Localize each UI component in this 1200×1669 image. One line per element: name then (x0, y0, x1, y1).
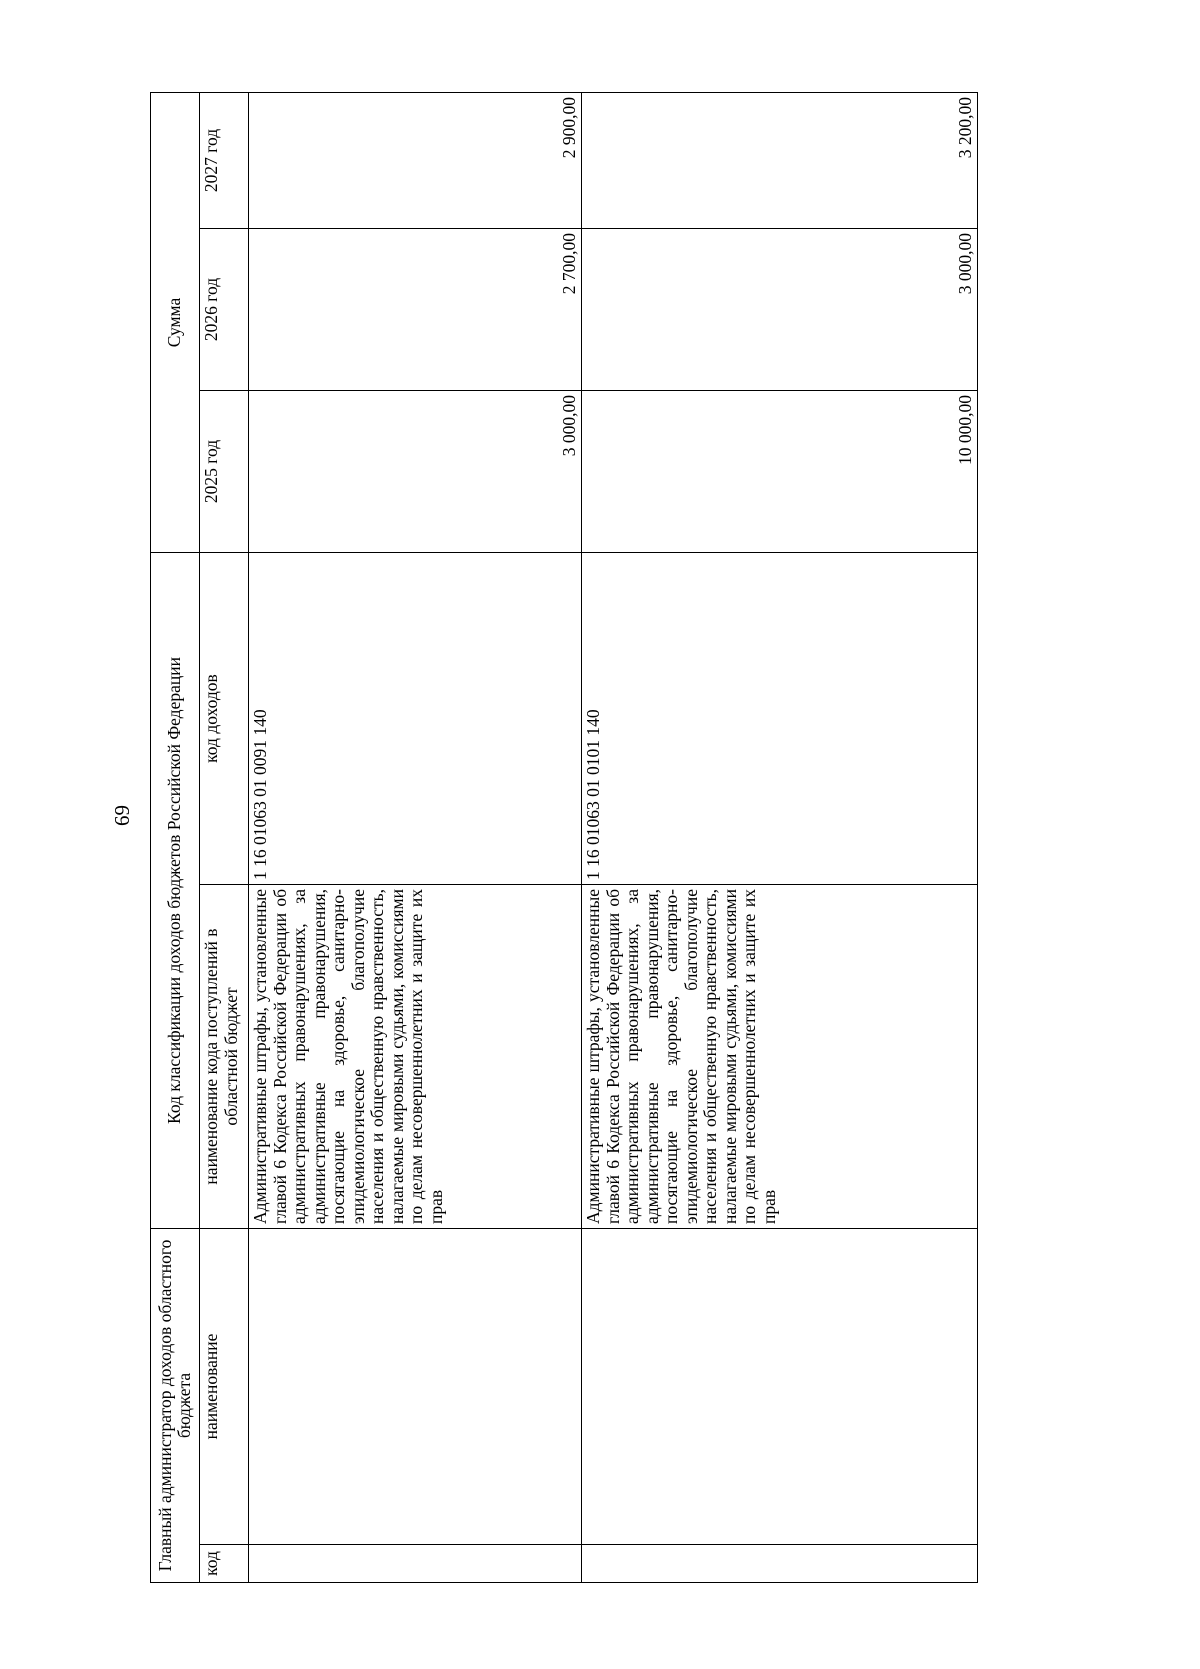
row-naimenovanie (249, 1229, 582, 1545)
row-kod (249, 1545, 582, 1583)
row-naimenovanie (582, 1229, 978, 1545)
col-2025-header: 2025 год (200, 391, 249, 553)
col-naimenovanie-header: наименование (200, 1229, 249, 1545)
table-row (249, 92, 582, 1582)
col-2026-header: 2026 год (200, 229, 249, 391)
row-description: Административные штрафы, установленные главой 6 Кодекса Российской Федерации об административных правонарушениях, за административные правонарушения, посягающие на здоровье, санитарно-эпидемиологическое благополучие населения и общественную нравственность, налагаемые мировыми судьями, комиссиями по делам несовершеннолетних и защите их прав (582, 885, 978, 1229)
col-naim-koda-header: наименование кода поступлений в областной бюджет (200, 885, 249, 1229)
revenue-table-sheet (150, 93, 978, 1583)
row-revenue-code: 1 16 01063 01 0091 140 (249, 553, 582, 885)
classification-group-header: Код классификации доходов бюджетов Российской Федерации (151, 553, 200, 1229)
row-amount-2026: 3 000,00 (582, 229, 978, 391)
revenue-classification-table (150, 92, 978, 1583)
row-amount-2025: 3 000,00 (249, 391, 582, 553)
sum-group-header: Сумма (151, 92, 200, 552)
col-kod-header: код (200, 1545, 249, 1583)
col-2027-header: 2027 год (200, 92, 249, 228)
row-description: Административные штрафы, установленные главой 6 Кодекса Российской Федерации об административных правонарушениях, за административные правонарушения, посягающие на здоровье, санитарно-эпидемиологическое благополучие населения и общественную нравственность, налагаемые мировыми судьями, комиссиями по делам несовершеннолетних и защите их прав (249, 885, 582, 1229)
row-amount-2026: 2 700,00 (249, 229, 582, 391)
row-revenue-code: 1 16 01063 01 0101 140 (582, 553, 978, 885)
admin-group-header: Главный администратор доходов областного бюджета (151, 1229, 200, 1583)
row-amount-2025: 10 000,00 (582, 391, 978, 553)
row-amount-2027: 2 900,00 (249, 92, 582, 228)
col-kod-dohodov-header: код доходов (200, 553, 249, 885)
row-amount-2027: 3 200,00 (582, 92, 978, 228)
table-row (582, 92, 978, 1582)
row-kod (582, 1545, 978, 1583)
page-number: 69 (110, 805, 134, 826)
